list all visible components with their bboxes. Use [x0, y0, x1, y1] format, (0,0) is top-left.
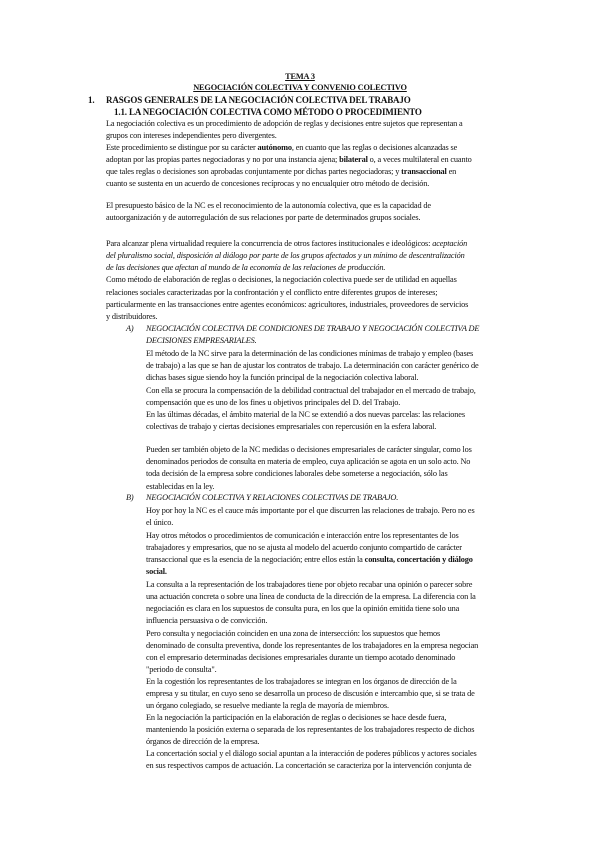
- section-number: 1.: [88, 95, 95, 105]
- paragraph-line: En las últimas décadas, el ámbito material de la NC se extendió a dos nuevas parcelas: las relaciones: [146, 410, 465, 419]
- tema-label: TEMA 3: [285, 72, 315, 81]
- subsection-title: NEGOCIACIÓN COLECTIVA DE CONDICIONES DE TRABAJO Y NEGOCIACIÓN COLECTIVA DE: [146, 324, 480, 333]
- paragraph-line: autoorganización y de autorregulación de sus relaciones por parte de determinados grupos sociales.: [106, 213, 421, 222]
- paragraph-line: relaciones sociales caracterizadas por la confrontación y el conflicto entre diferentes grupos de intereses;: [106, 288, 438, 297]
- paragraph-line: La concertación social y el diálogo social apuntan a la interacción de poderes públicos y actores sociales: [146, 749, 477, 758]
- paragraph-line: social.: [146, 567, 167, 576]
- paragraph-line: y distribuidores.: [106, 312, 158, 321]
- paragraph-line: de trabajo) a las que se han de ajustar los contratos de trabajo. La determinación con carácter genérico de: [146, 361, 479, 370]
- paragraph-line: Este procedimiento se distingue por su carácter autónomo, en cuanto que las reglas o decisiones alcanzadas se: [106, 143, 458, 152]
- paragraph-line: del pluralismo social, disposición al diálogo por parte de los grupos afectados y un mínimo de descentralización: [106, 251, 465, 260]
- paragraph-line: "periodo de consulta".: [146, 665, 217, 674]
- paragraph-line: grupos con intereses independientes pero divergentes.: [106, 131, 277, 140]
- paragraph-line: La consulta a la representación de los trabajadores tiene por objeto recabar una opinión o parecer sobre: [146, 580, 473, 589]
- document-title: NEGOCIACIÓN COLECTIVA Y CONVENIO COLECTIVO: [193, 83, 407, 92]
- subsection-title: DECISIONES EMPRESARIALES.: [146, 336, 257, 345]
- paragraph-line: adoptan por las propias partes negociadoras y no por una instancia ajena; bilateral o, a veces multilateral en cuanto: [106, 155, 472, 164]
- paragraph-line: El método de la NC sirve para la determinación de las condiciones mínimas de trabajo y empleo (bases: [146, 349, 474, 358]
- paragraph-line: Para alcanzar plena virtualidad requiere la concurrencia de otros factores institucionales e ideológicos: aceptación: [106, 239, 468, 248]
- subsection-heading: 1.1. LA NEGOCIACIÓN COLECTIVA COMO MÉTODO O PROCEDIMIENTO: [114, 107, 422, 117]
- paragraph-line: con el empresario determinadas decisiones empresariales durante un tiempo acotado denominado: [146, 653, 456, 662]
- paragraph-line: de las decisiones que afectan al mundo de la economía de las relaciones de producción.: [106, 263, 386, 272]
- paragraph-line: transaccional que es la esencia de la negociación; entre ellos están la consulta, concertación y diálogo: [146, 555, 473, 564]
- paragraph-line: La negociación colectiva es un procedimiento de adopción de reglas y decisiones entre sujetos que representan a: [106, 119, 463, 128]
- paragraph-line: compensación que es uno de los fines u objetivos principales del D. del Trabajo.: [146, 398, 401, 407]
- paragraph-line: Como método de elaboración de reglas o decisiones, la negociación colectiva puede ser de utilidad en aquellas: [106, 275, 457, 284]
- paragraph-line: el único.: [146, 518, 174, 527]
- paragraph-line: empresa y su titular, en cuyo seno se desarrolla un proceso de discusión e intercambio que, si se trata de: [146, 689, 475, 698]
- paragraph-line: denominados periodos de consulta en materia de empleo, cuya aplicación se agota en un solo acto. No: [146, 457, 471, 466]
- paragraph-line: que tales reglas o decisiones son aprobadas conjuntamente por dichas partes negociadoras; y transaccional en: [106, 167, 457, 176]
- paragraph-line: dichas bases sigue siendo hoy la función principal de la negociación colectiva laboral.: [146, 373, 419, 382]
- paragraph-line: Hoy por hoy la NC es el cauce más importante por el que discurren las relaciones de trabajo. Pero no es: [146, 506, 475, 515]
- section-heading: RASGOS GENERALES DE LA NEGOCIACIÓN COLECTIVA DEL TRABAJO: [106, 95, 411, 105]
- paragraph-line: manteniendo la posición externa o separada de los representantes de los trabajadores respecto de dichos: [146, 725, 475, 734]
- bold-term: transaccional: [401, 167, 447, 176]
- subsection-marker: B): [126, 493, 134, 502]
- paragraph-line: influencia persuasiva o de convicción.: [146, 616, 268, 625]
- paragraph-line: En la negociación la participación en la elaboración de reglas o decisiones se hace desde fuera,: [146, 713, 447, 722]
- paragraph-line: toda decisión de la empresa sobre condiciones laborales debe someterse a negociación, sólo las: [146, 469, 448, 478]
- paragraph-line: un órgano colegiado, se resuelve mediante la regla de mayoría de miembros.: [146, 701, 389, 710]
- paragraph-line: en sus respectivos campos de actuación. La concertación se caracteriza por la intervención conjunta de: [146, 761, 472, 770]
- paragraph-line: trabajadores y empresarios, que no se ajusta al modelo del acuerdo conjunto compartido de carácter: [146, 543, 462, 552]
- paragraph-line: El presupuesto básico de la NC es el reconocimiento de la autonomía colectiva, que es la capacidad de: [106, 201, 431, 210]
- subsection-marker: A): [126, 324, 134, 333]
- paragraph-line: colectivas de trabajo y ciertas decisiones empresariales con repercusión en la esfera laboral.: [146, 422, 437, 431]
- paragraph-line: órganos de dirección de la empresa.: [146, 737, 260, 746]
- bold-term: consulta, concertación y diálogo: [364, 555, 473, 564]
- subsection-title: NEGOCIACIÓN COLECTIVA Y RELACIONES COLECTIVAS DE TRABAJO.: [146, 493, 399, 502]
- paragraph-line: En la cogestión los representantes de los trabajadores se integran en los órganos de dirección de la: [146, 677, 457, 686]
- paragraph-line: establecidas en la ley.: [146, 482, 215, 491]
- paragraph-line: particularmente en las transacciones entre agentes económicos: agricultores, industriales, proveedores de servicios: [106, 300, 469, 309]
- paragraph-line: una actuación concreta o sobre una línea de conducta de la dirección de la empresa. La diferencia con la: [146, 592, 476, 601]
- bold-term: bilateral: [339, 155, 368, 164]
- bold-term: autónomo: [257, 143, 292, 152]
- paragraph-line: Pero consulta y negociación coinciden en una zona de intersección: los supuestos que hemos: [146, 629, 441, 638]
- paragraph-line: negociación es clara en los supuestos de consulta pura, en los que la opinión emitida tiene solo una: [146, 604, 460, 613]
- italic-text: aceptación: [432, 239, 468, 248]
- paragraph-line: cuanto se sustenta en un acuerdo de concesiones recíprocas y no encualquier otro método de decisión.: [106, 179, 430, 188]
- paragraph-line: denominado de consulta preventiva, donde los representantes de los trabajadores en la empresa negocian: [146, 641, 479, 650]
- paragraph-line: Con ella se procura la compensación de la debilidad contractual del trabajador en el mercado de trabajo,: [146, 386, 476, 395]
- paragraph-line: Pueden ser también objeto de la NC medidas o decisiones empresariales de carácter singular, como los: [146, 445, 472, 454]
- paragraph-line: Hay otros métodos o procedimientos de comunicación e interacción entre los representantes de los: [146, 531, 459, 540]
